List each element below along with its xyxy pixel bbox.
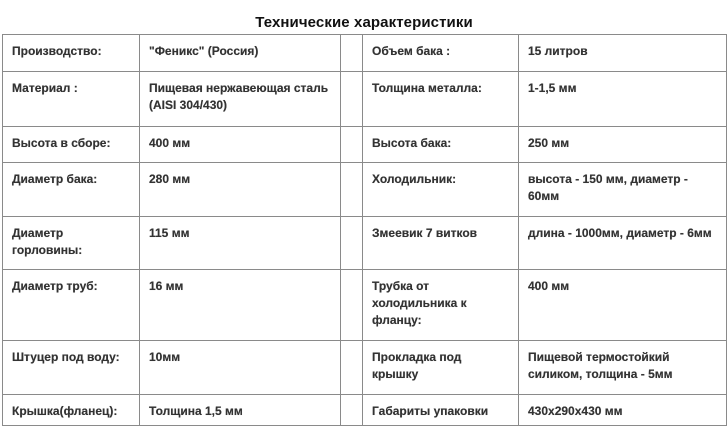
spec-label-left: Диаметр горловины: [3,217,140,270]
spec-value-right: Пищевой термостойкий силиком, толщина - 5мм [519,341,727,395]
spec-table [2,34,727,426]
spec-value-left: 400 мм [140,127,341,163]
spec-label-left: Материал : [3,72,140,127]
spec-value-left: 10мм [140,341,341,395]
spec-value-left: 16 мм [140,270,341,341]
spec-value-right: 430х290х430 мм [519,395,727,426]
spec-gap-cell [341,341,363,395]
spec-title: Технические характеристики [255,14,473,31]
spec-gap-cell [341,270,363,341]
spec-value-left: "Феникс" (Россия) [140,35,341,72]
spec-label-right: Трубка от холодильника к фланцу: [363,270,519,341]
spec-label-left: Штуцер под воду: [3,341,140,395]
spec-label-right: Высота бака: [363,127,519,163]
spec-value-left: Толщина 1,5 мм [140,395,341,426]
spec-row [3,270,727,341]
spec-label-left: Диаметр бака: [3,163,140,217]
spec-gap-cell [341,72,363,127]
spec-row [3,72,727,127]
spec-label-right: Прокладка под крышку [363,341,519,395]
spec-value-right: 400 мм [519,270,727,341]
spec-gap-cell [341,35,363,72]
spec-label-left: Крышка(фланец): [3,395,140,426]
spec-row [3,341,727,395]
spec-value-right: длина - 1000мм, диаметр - 6мм [519,217,727,270]
spec-value-right: высота - 150 мм, диаметр - 60мм [519,163,727,217]
spec-row [3,35,727,72]
spec-value-left: 115 мм [140,217,341,270]
spec-row [3,395,727,426]
spec-label-right: Толщина металла: [363,72,519,127]
spec-gap-cell [341,163,363,217]
spec-value-left: 280 мм [140,163,341,217]
spec-row [3,217,727,270]
spec-gap-cell [341,127,363,163]
spec-label-right: Холодильник: [363,163,519,217]
spec-label-left: Производство: [3,35,140,72]
spec-label-right: Габариты упаковки [363,395,519,426]
spec-value-right: 15 литров [519,35,727,72]
spec-gap-cell [341,395,363,426]
spec-label-right: Объем бака : [363,35,519,72]
spec-label-right: Змеевик 7 витков [363,217,519,270]
spec-label-left: Высота в сборе: [3,127,140,163]
spec-value-left: Пищевая нержавеющая сталь (AISI 304/430) [140,72,341,127]
spec-row [3,127,727,163]
spec-label-left: Диаметр труб: [3,270,140,341]
spec-row [3,163,727,217]
spec-value-right: 1-1,5 мм [519,72,727,127]
spec-value-right: 250 мм [519,127,727,163]
spec-gap-cell [341,217,363,270]
